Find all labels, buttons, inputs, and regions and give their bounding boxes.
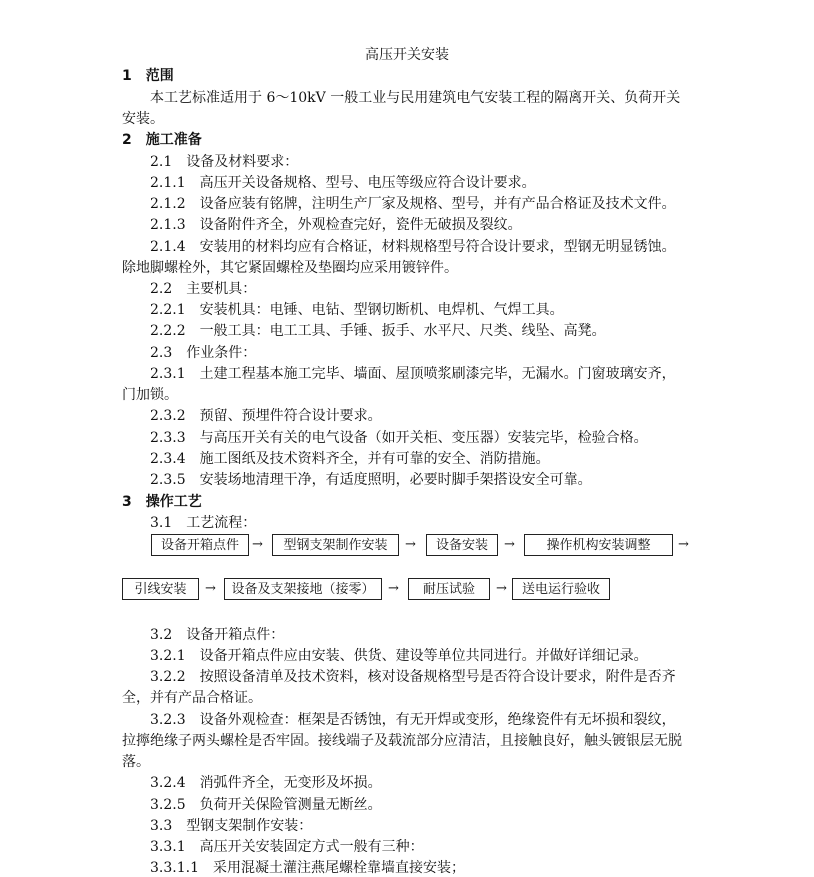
paragraph-line: 3.3.1 高压开关安装固定方式一般有三种：	[150, 839, 424, 855]
flow-arrow: →	[678, 537, 689, 552]
flow-arrow: →	[252, 537, 263, 552]
flow-arrow: →	[405, 537, 416, 552]
paragraph-line: 2.1.3 设备附件齐全，外观检查完好，瓷件无破损及裂纹。	[150, 217, 522, 233]
flow-arrow: →	[388, 581, 399, 596]
paragraph-line: 门加锁。	[122, 387, 178, 403]
flow-step: 耐压试验	[408, 578, 490, 600]
paragraph-line: 3.2.5 负荷开关保险管测量无断丝。	[150, 797, 382, 813]
section-heading: 1 范围	[122, 68, 174, 84]
paragraph-line: 3.3.1.1 采用混凝土灌注燕尾螺栓靠墙直接安装；	[150, 860, 465, 876]
paragraph-line: 2.3.5 安装场地清理干净，有适度照明，必要时脚手架搭设安全可靠。	[150, 472, 592, 488]
flow-step: 设备开箱点件	[151, 534, 249, 556]
flow-step: 引线安装	[122, 578, 199, 600]
flow-arrow: →	[205, 581, 216, 596]
section-heading: 2 施工准备	[122, 132, 202, 148]
paragraph-line: 3.2.2 按照设备清单及技术资料，核对设备规格型号是否符合设计要求，附件是否齐	[150, 669, 676, 685]
paragraph-line: 拉擰绝缘子两头螺栓是否牢固。接线端子及载流部分应清洁，且接触良好，触头镀银层无脱	[122, 733, 682, 749]
paragraph-line: 全，并有产品合格证。	[122, 690, 262, 706]
section-heading: 3 操作工艺	[122, 494, 202, 510]
flow-step: 设备安装	[426, 534, 498, 556]
paragraph-line: 3.2 设备开箱点件：	[150, 627, 285, 643]
flow-step: 设备及支架接地（接零）	[224, 578, 382, 600]
paragraph-line: 2.3.4 施工图纸及技术资料齐全，并有可靠的安全、消防措施。	[150, 451, 550, 467]
paragraph-line: 3.2.1 设备开箱点件应由安装、供货、建设等单位共同进行。并做好详细记录。	[150, 648, 648, 664]
paragraph-line: 2.2.2 一般工具：电工工具、手锤、扳手、水平尺、尺类、线坠、高凳。	[150, 323, 606, 339]
paragraph-line: 2.1 设备及材料要求：	[150, 154, 299, 170]
paragraph-line: 落。	[122, 754, 150, 770]
flow-step: 操作机构安装调整	[524, 534, 673, 556]
paragraph-line: 2.1.1 高压开关设备规格、型号、电压等级应符合设计要求。	[150, 175, 536, 191]
paragraph-line: 3.2.4 消弧件齐全，无变形及坏损。	[150, 775, 382, 791]
paragraph-line: 2.1.2 设备应装有铭牌，注明生产厂家及规格、型号，并有产品合格证及技术文件。	[150, 196, 676, 212]
paragraph-line: 2.3 作业条件：	[150, 345, 257, 361]
flow-arrow: →	[504, 537, 515, 552]
page-title: 高压开关安装	[365, 47, 449, 63]
flow-step: 型钢支架制作安装	[272, 534, 399, 556]
paragraph-line: 2.3.2 预留、预埋件符合设计要求。	[150, 408, 382, 424]
paragraph-line: 安装。	[122, 111, 164, 127]
paragraph-line: 2.1.4 安装用的材料均应有合格证，材料规格型号符合设计要求，型钢无明显锈蚀。	[150, 239, 676, 255]
paragraph-line: 3.3 型钢支架制作安装：	[150, 818, 313, 834]
paragraph-line: 2.2.1 安装机具：电锤、电钻、型钢切断机、电焊机、气焊工具。	[150, 302, 564, 318]
paragraph-line: 3.2.3 设备外观检查：框架是否锈蚀，有无开焊或变形，绝缘瓷件有无坏损和裂纹，	[150, 712, 676, 728]
paragraph-line: 2.3.3 与高压开关有关的电气设备（如开关柜、变压器）安装完毕，检验合格。	[150, 430, 648, 446]
flow-arrow: →	[496, 581, 507, 596]
paragraph-line: 除地脚螺栓外，其它紧固螺栓及垫圈均应采用镀锌件。	[122, 260, 458, 276]
paragraph-line: 2.3.1 土建工程基本施工完毕、墙面、屋顶喷浆刷漆完毕，无漏水。门窗玻璃安齐，	[150, 366, 676, 382]
flow-step: 送电运行验收	[512, 578, 610, 600]
paragraph-line: 2.2 主要机具：	[150, 281, 257, 297]
paragraph-line: 本工艺标准适用于 6～10kV 一般工业与民用建筑电气安装工程的隔离开关、负荷开关	[150, 90, 681, 106]
paragraph-line: 3.1 工艺流程：	[150, 515, 257, 531]
